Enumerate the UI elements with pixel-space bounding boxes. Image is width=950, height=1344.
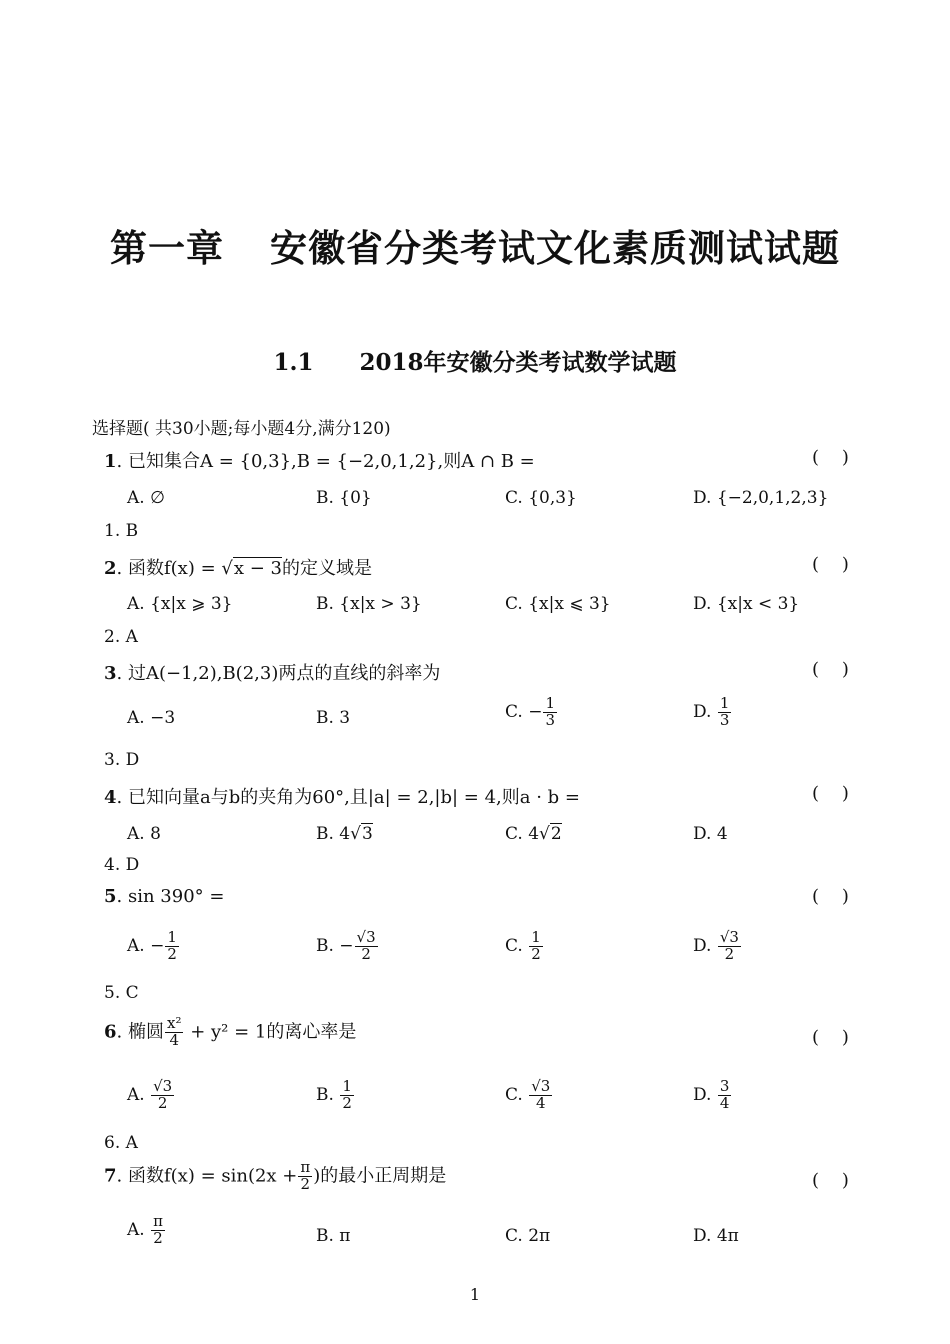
question-5: 5. sin 390° = (104, 886, 225, 907)
option-d: D. $\frac{√3}{2}$ (693, 928, 739, 963)
chapter-title-text: 安徽省分类考试文化素质测试试题 (270, 227, 840, 270)
question-number: 7 (104, 1165, 117, 1187)
answer-line: 5. C (104, 983, 139, 1003)
option-a: A. ∅ (127, 488, 165, 508)
option-c: C. $\frac{1}{2}$ (505, 928, 541, 963)
answer-line: 4. D (104, 855, 140, 875)
option-d: D. {−2,0,1,2,3} (693, 488, 829, 508)
option-b: B. 3 (316, 708, 351, 728)
option-d: D. $\frac{1}{3}$ (693, 694, 730, 729)
answer-paren: ( ) (812, 886, 849, 907)
option-a: A. − $\frac{1}{2}$ (127, 928, 177, 963)
question-4: 4. 已知向量a与b的夹角为60°,且|a| = 2,|b| = 4,则a · b = (104, 787, 580, 808)
fraction: $\frac{1}{3}$ (719, 694, 730, 729)
answer-paren: ( ) (812, 1027, 849, 1048)
question-text: 已知集合A = {0,3},B = {−2,0,1,2},则A ∩ B = (127, 451, 535, 472)
question-text: 已知向量a与b的夹角为60°,且|a| = 2,|b| = 4,则a · b = (127, 787, 580, 808)
question-1: 1. 已知集合A = {0,3},B = {−2,0,1,2},则A ∩ B = (104, 451, 535, 472)
question-text: 的定义域是 (281, 558, 372, 579)
option-c: C. 2π (505, 1226, 551, 1246)
answer-paren: ( ) (812, 554, 849, 575)
option-d: D. $\frac{3}{4}$ (693, 1077, 730, 1112)
question-6: 6. 椭圆 $\frac{\text{x²}}{4}$ + y² = 1的离心率是 (104, 1014, 357, 1049)
option-c: C. − $\frac{1}{3}$ (505, 694, 555, 729)
question-2: 2. 函数f(x) = √x − 3的定义域是 (104, 558, 372, 579)
answer-paren: ( ) (812, 659, 849, 680)
question-number: 4 (104, 787, 117, 808)
section-title-text: 2018年安徽分类考试数学试题 (359, 349, 677, 376)
option-a: A. −3 (127, 708, 176, 728)
option-b: B. 4√3 (316, 824, 373, 844)
option-a: A. $\frac{√3}{2}$ (127, 1077, 173, 1112)
question-text: + y² = 1的离心率是 (190, 1021, 357, 1043)
answer-line: 2. A (104, 627, 138, 647)
question-number: 6 (104, 1021, 117, 1043)
question-3: 3. 过A(−1,2),B(2,3)两点的直线的斜率为 (104, 663, 441, 684)
option-a: A. $\frac{\pi}{2}$ (127, 1212, 163, 1247)
answer-line: 1. B (104, 521, 139, 541)
option-a: A. 8 (127, 824, 161, 844)
option-b: B. {x|x > 3} (316, 594, 422, 614)
option-c: C. {x|x ⩽ 3} (505, 594, 611, 614)
option-d: D. 4 (693, 824, 728, 844)
option-b: B. − $\frac{√3}{2}$ (316, 928, 376, 963)
option-b: B. $\frac{1}{2}$ (316, 1077, 352, 1112)
question-text: 椭圆 (127, 1021, 164, 1043)
question-7: 7. 函数f(x) = sin(2x + $\frac{\pi}{2}$ )的最小正周期是 (104, 1158, 447, 1193)
question-number: 5 (104, 886, 117, 907)
option-c: C. $\frac{√3}{4}$ (505, 1077, 551, 1112)
option-c: C. 4√2 (505, 824, 562, 844)
question-text: 函数f(x) = sin(2x + (127, 1165, 298, 1187)
question-text: sin 390° = (127, 886, 225, 907)
answer-line: 3. D (104, 750, 140, 770)
radicand: x − 3 (233, 558, 282, 579)
question-number: 2 (104, 558, 117, 579)
answer-paren: ( ) (812, 1170, 849, 1191)
chapter-title (0, 218, 950, 272)
question-text: )的最小正周期是 (313, 1165, 447, 1187)
answer-paren: ( ) (812, 783, 849, 804)
section-number: 1.1 (273, 349, 314, 376)
option-d: D. 4π (693, 1226, 739, 1246)
option-d: D. {x|x < 3} (693, 594, 800, 614)
intro-text: 选择题( 共30小题;每小题4分,满分120) (92, 419, 391, 439)
question-text: 过A(−1,2),B(2,3)两点的直线的斜率为 (127, 663, 441, 684)
fraction: $\frac{1}{3}$ (545, 694, 555, 729)
question-number: 1 (104, 451, 117, 472)
section-title (0, 344, 950, 377)
answer-paren: ( ) (812, 447, 849, 468)
answer-line: 6. A (104, 1133, 138, 1153)
question-text: 函数f(x) = √ (127, 558, 233, 579)
question-number: 3 (104, 663, 117, 684)
option-a: A. {x|x ⩾ 3} (127, 594, 233, 614)
option-c: C. {0,3} (505, 488, 577, 508)
chapter-number: 第一章 (110, 227, 224, 270)
option-b: B. π (316, 1226, 351, 1246)
option-b: B. {0} (316, 488, 372, 508)
page-number: 1 (469, 1285, 481, 1304)
